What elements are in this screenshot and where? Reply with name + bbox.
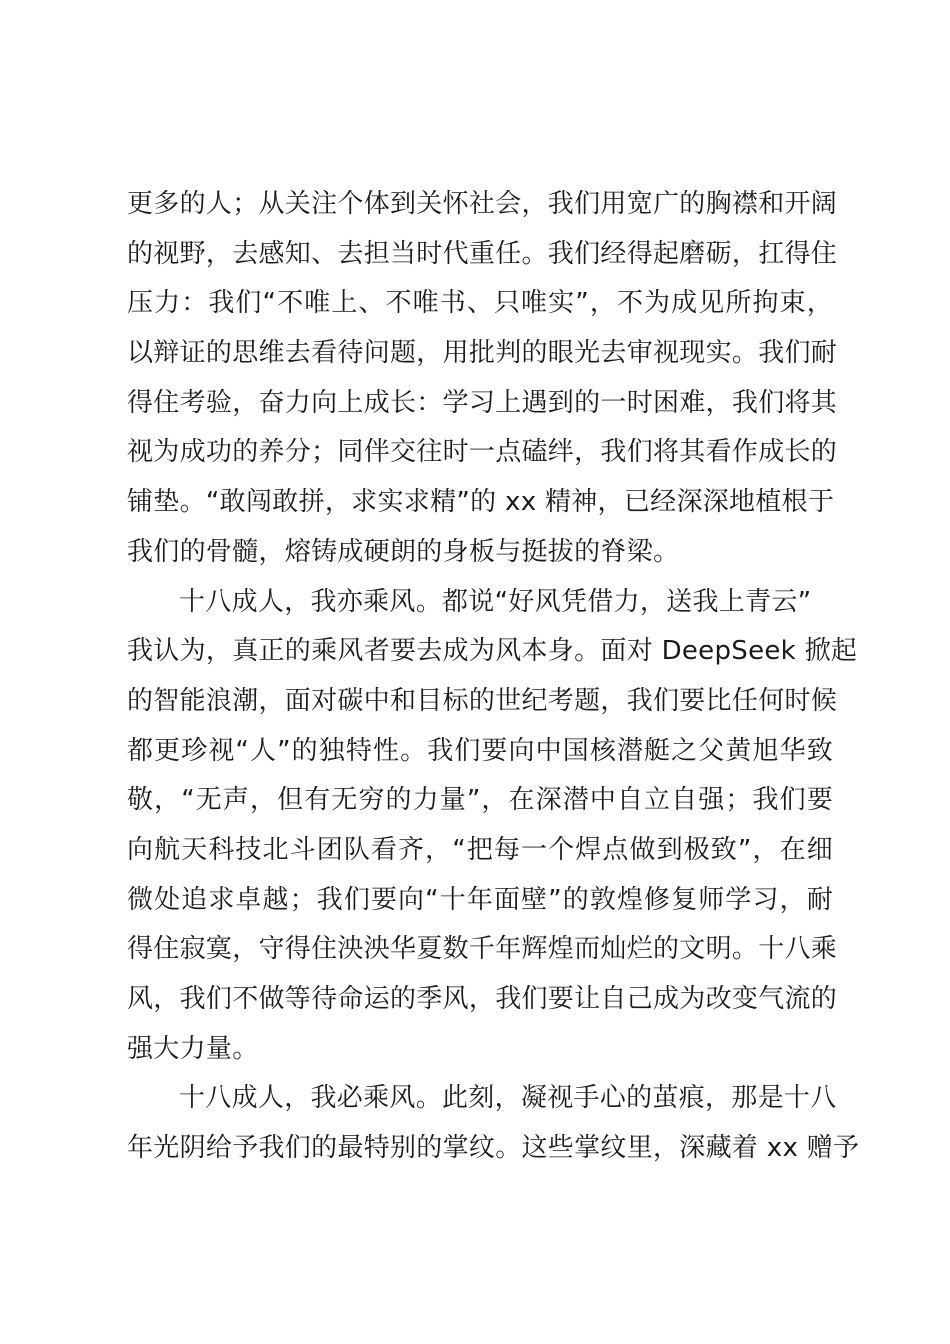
text-line: 更多的人；从关注个体到关怀社会，我们用宽广的胸襟和开阔 bbox=[127, 189, 838, 219]
paragraph-2 bbox=[127, 578, 858, 1075]
text-line: 铺垫。“敢闯敢拼，求实求精”的 xx 精神，已经深深地植根于 bbox=[127, 487, 835, 518]
text-line: 视为成功的养分；同伴交往时一点磕绊，我们将其看作成长的 bbox=[127, 437, 838, 468]
text-line: 得住考验，奋力向上成长：学习上遇到的一时困难，我们将其 bbox=[127, 387, 838, 418]
text-line: 压力：我们“不唯上、不唯书、只唯实”，不为成见所拘束， bbox=[127, 288, 833, 319]
text-line: 敬，“无声，但有无穷的力量”，在深潜中自立自强；我们要 bbox=[127, 785, 833, 816]
text-line: 十八成人，我必乘风。此刻，凝视手心的茧痕，那是十八 bbox=[179, 1083, 837, 1114]
text-line: 我认为，真正的乘风者要去成为风本身。面对 DeepSeek 掀起 bbox=[127, 636, 858, 667]
text-line: 的视野，去感知、去担当时代重任。我们经得起磨砺，扛得住 bbox=[127, 238, 838, 269]
text-line: 十八成人，我亦乘风。都说“好风凭借力，送我上青云” bbox=[179, 586, 812, 617]
text-line: 以辩证的思维去看待问题，用批判的眼光去审视现实。我们耐 bbox=[127, 338, 838, 369]
text-line: 微处追求卓越；我们要向“十年面壁”的敦煌修复师学习，耐 bbox=[127, 884, 833, 915]
text-line: 都更珍视“人”的独特性。我们要向中国核潜艇之父黄旭华致 bbox=[127, 735, 833, 766]
text-line: 我们的骨髓，熔铸成硬朗的身板与挺拔的脊梁。 bbox=[127, 536, 680, 567]
paragraph-3 bbox=[127, 1074, 860, 1173]
text-line: 的智能浪潮，面对碳中和目标的世纪考题，我们要比任何时候 bbox=[127, 685, 838, 716]
text-line: 强大力量。 bbox=[127, 1033, 259, 1064]
text-line: 风，我们不做等待命运的季风，我们要让自己成为改变气流的 bbox=[127, 984, 838, 1014]
document-body bbox=[127, 180, 860, 1174]
text-line: 得住寂寞，守得住泱泱华夏数千年辉煌而灿烂的文明。十八乘 bbox=[127, 934, 838, 965]
text-line: 年光阴给予我们的最特别的掌纹。这些掌纹里，深藏着 xx 赠予 bbox=[127, 1133, 860, 1164]
text-line: 向航天科技北斗团队看齐，“把每一个焊点做到极致”，在细 bbox=[127, 834, 833, 865]
paragraph-1 bbox=[127, 180, 838, 578]
